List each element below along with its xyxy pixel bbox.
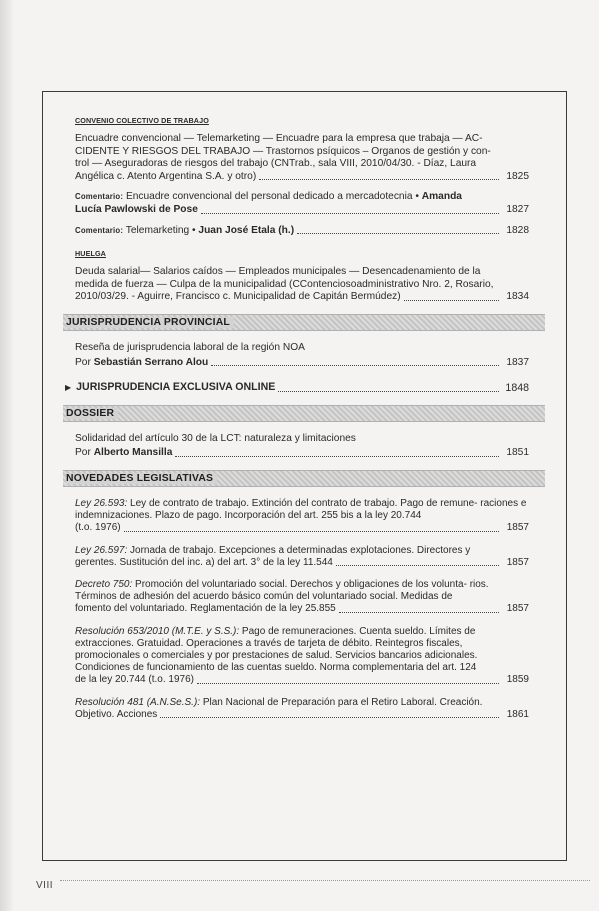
index-content xyxy=(65,116,529,731)
norm-ref: Resolución 481 (A.N.Se.S.): xyxy=(75,696,201,708)
dot-leader xyxy=(124,531,499,532)
page-ref: 1827 xyxy=(506,203,529,215)
entry-line: gerentes. Sustitución del inc. a) del art. 3° de la ley 11.544 xyxy=(75,556,333,568)
page-ref: 1851 xyxy=(506,447,529,459)
page-edge-shadow xyxy=(0,0,14,911)
dot-leader xyxy=(160,717,499,718)
dot-leader xyxy=(404,300,499,301)
page-ref: 1848 xyxy=(505,382,529,395)
page-ref: 1825 xyxy=(506,170,529,182)
index-entry-convenio-1[interactable] xyxy=(75,133,529,183)
subheading-huelga: HUELGA xyxy=(75,249,106,259)
norm-ref: Ley 26.597: xyxy=(75,544,128,556)
footer-dotted-rule xyxy=(60,880,590,881)
entry-line: Promoción del voluntariado social. Derechos y obligaciones de los volunta- xyxy=(132,578,467,590)
entry-line: Deuda salarial— Salarios caídos — Empleados municipales — Desencadenamiento de la xyxy=(75,266,481,278)
entry-line: rios. Términos de adhesión del acuerdo básico común del voluntariado social. Medidas de xyxy=(75,578,489,603)
index-frame xyxy=(42,91,567,861)
entry-line: Condiciones de funcionamiento de las cuentas sueldo. Norma complementaria del art. 124 xyxy=(75,662,477,674)
entry-author: Alberto Mansilla xyxy=(93,447,173,459)
page-ref: 1857 xyxy=(506,603,529,615)
entry-line: 2010/03/29. - Aguirre, Francisco c. Municipalidad de Capitán Bermúdez) xyxy=(75,291,401,303)
entry-author: Amanda xyxy=(421,191,462,203)
dot-leader xyxy=(278,391,499,392)
entry-line: Encuadre convencional — Telemarketing — Encuadre para la empresa que trabaja — AC- xyxy=(75,133,483,144)
section-header-dossier xyxy=(63,405,545,422)
index-entry-dossier[interactable] xyxy=(75,433,529,460)
entry-line: trol — Aseguradoras de riesgos del trabajo (CNTrab., sala VIII, 2010/04/30. - Díaz, Laura xyxy=(75,158,477,170)
norm-ref: Ley 26.593: xyxy=(75,497,128,509)
section-title: NOVEDADES LEGISLATIVAS xyxy=(66,473,217,484)
index-entry-comentario-2[interactable] xyxy=(75,225,529,238)
entry-line: de la ley 20.744 (t.o. 1976) xyxy=(75,674,194,686)
entry-text: Telemarketing • xyxy=(123,224,199,236)
norm-ref: Resolución 653/2010 (M.T.E. y S.S.): xyxy=(75,625,240,637)
triangle-right-icon: ▶ xyxy=(65,383,72,393)
entry-author: Lucía Pawlowski de Pose xyxy=(75,203,198,215)
entry-line: fomento del voluntariado. Reglamentación de la ley 25.855 xyxy=(75,603,336,615)
index-entry-provincial[interactable] xyxy=(75,342,529,369)
page-ref: 1861 xyxy=(506,708,529,720)
comentario-tag: Comentario: xyxy=(75,192,124,202)
dot-leader xyxy=(211,365,499,366)
index-entry-resolucion-653[interactable] xyxy=(75,626,529,687)
index-entry-ley-26593[interactable] xyxy=(75,498,529,535)
index-entry-decreto-750[interactable] xyxy=(75,579,529,616)
page-ref: 1857 xyxy=(506,522,529,534)
entry-title: Reseña de jurisprudencia laboral de la región NOA xyxy=(75,341,305,353)
section-header-provincial xyxy=(63,314,545,331)
subheading-convenio: CONVENIO COLECTIVO DE TRABAJO xyxy=(75,116,209,125)
index-entry-ley-26597[interactable] xyxy=(75,545,529,569)
entry-line: Pago de remuneraciones. Cuenta sueldo. Límites de xyxy=(239,625,476,637)
comentario-tag: Comentario: xyxy=(75,225,124,235)
section-title: JURISPRUDENCIA PROVINCIAL xyxy=(66,317,234,328)
entry-line: extracciones. Gratuidad. Operaciones a través de tarjeta de débito. Reintegros fiscales, xyxy=(75,637,463,649)
page-ref: 1857 xyxy=(506,556,529,568)
entry-line: medida de fuerza — Culpa de la municipalidad (CContenciosoadministrativo Nro. 2, Rosario, xyxy=(75,278,494,290)
entry-by: Por xyxy=(75,356,94,368)
page-ref: 1859 xyxy=(506,674,529,686)
dot-leader xyxy=(339,612,499,613)
index-entry-comentario-1[interactable] xyxy=(75,191,529,216)
entry-line: Angélica c. Atento Argentina S.A. y otro) xyxy=(75,170,257,182)
entry-line: Jornada de trabajo. Excepciones a determinadas explotaciones. Directores y xyxy=(127,544,471,556)
section-title: DOSSIER xyxy=(66,408,118,419)
entry-text: Encuadre convencional del personal dedicado a mercadotecnia • xyxy=(123,191,422,203)
page-ref: 1828 xyxy=(506,224,529,236)
page-ref: 1837 xyxy=(506,356,529,368)
page-ref: 1834 xyxy=(506,291,529,303)
dot-leader xyxy=(297,233,499,234)
index-entry-online[interactable] xyxy=(65,381,529,395)
entry-title: Solidaridad del artículo 30 de la LCT: naturaleza y limitaciones xyxy=(75,432,356,444)
norm-ref: Decreto 750: xyxy=(75,578,133,590)
entry-line: promocionales o comerciales y por prestaciones de salud. Servicios bancarios adicionales. xyxy=(75,649,478,661)
dot-leader xyxy=(175,456,499,457)
entry-line: (t.o. 1976) xyxy=(75,522,121,534)
entry-by: Por xyxy=(75,447,94,459)
dot-leader xyxy=(259,179,499,180)
entry-author: Sebastián Serrano Alou xyxy=(93,356,209,368)
index-entry-resolucion-481[interactable] xyxy=(75,697,529,721)
entry-line: CIDENTE Y RIESGOS DEL TRABAJO — Trastornos psíquicos – Organos de gestión y con- xyxy=(75,145,491,157)
online-label: JURISPRUDENCIA EXCLUSIVA ONLINE xyxy=(76,381,276,394)
dot-leader xyxy=(197,683,499,684)
section-header-novedades xyxy=(63,470,545,487)
dot-leader xyxy=(336,565,499,566)
entry-line: raciones e indemnizaciones. Plazo de pago. Incorporación del art. 255 bis a la ley 20.744 xyxy=(75,497,527,522)
entry-author: Juan José Etala (h.) xyxy=(198,224,295,236)
entry-line: Plan Nacional de Preparación para el Retiro Laboral. Creación. xyxy=(200,696,483,708)
page-number: VIII xyxy=(36,880,54,891)
entry-line: Ley de contrato de trabajo. Extinción del contrato de trabajo. Pago de remune- xyxy=(127,497,478,509)
entry-line: Objetivo. Acciones xyxy=(75,708,158,720)
dot-leader xyxy=(201,213,499,214)
index-entry-huelga[interactable] xyxy=(75,266,529,304)
